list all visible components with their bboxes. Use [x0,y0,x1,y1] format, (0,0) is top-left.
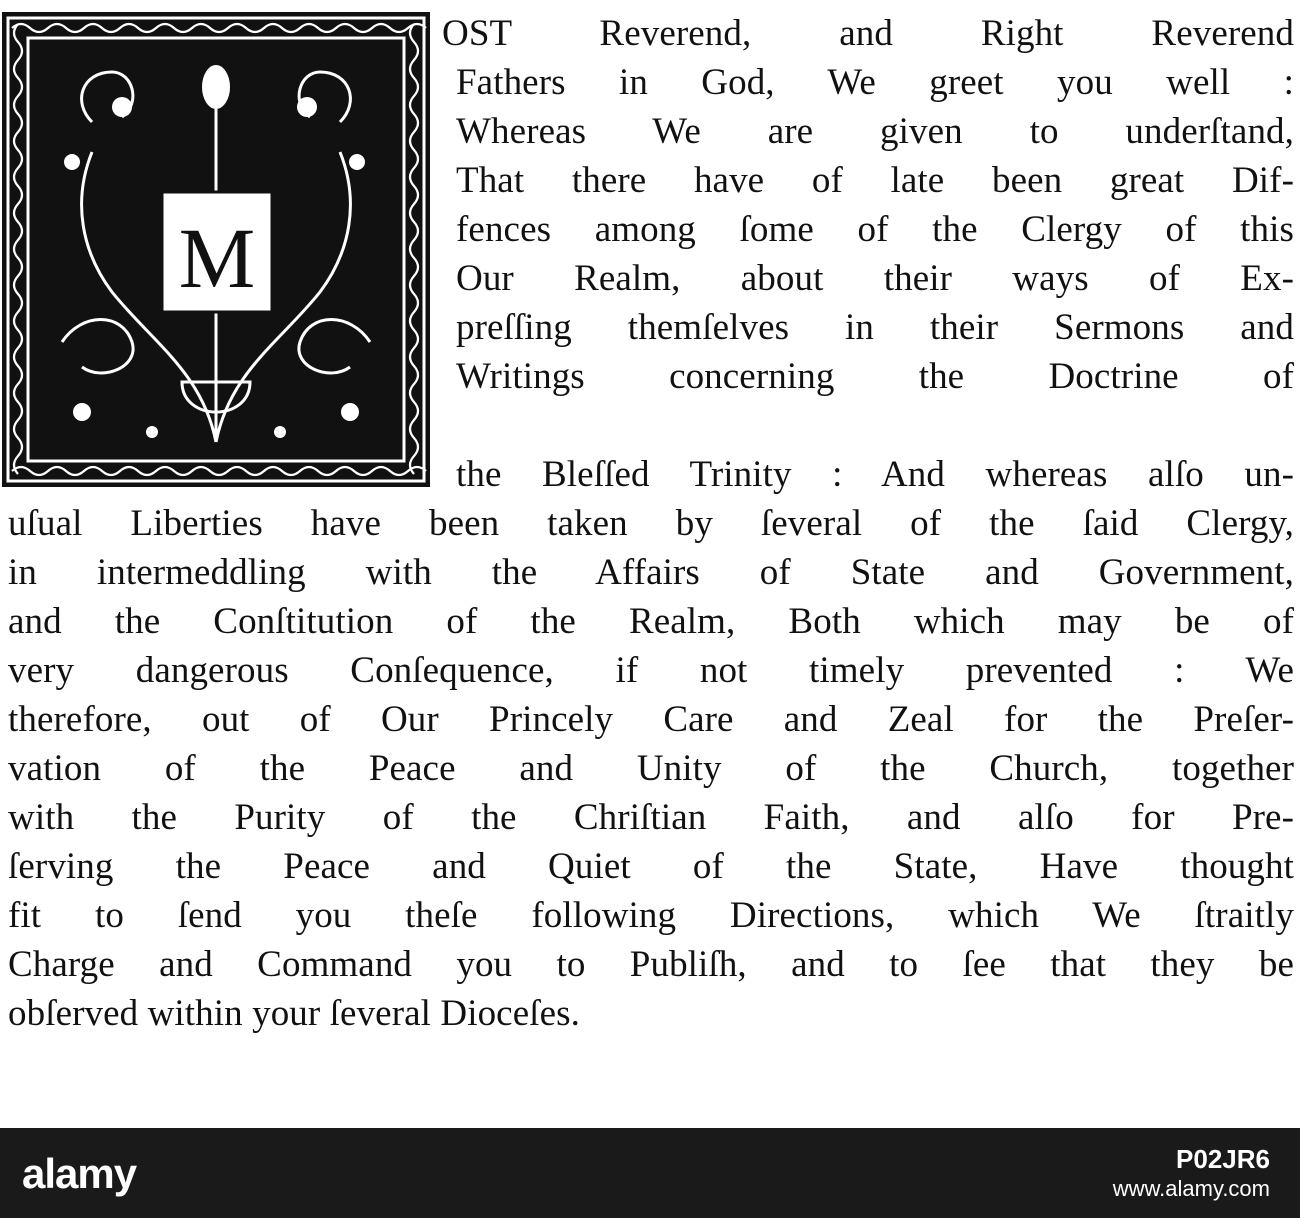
text-line-7: preſſing themſelves in their Sermons and [456,308,1294,348]
text-line-15: vation of the Peace and Unity of the Church, together [8,749,1294,789]
text-line-20: obſerved within your ſeveral Dioceſes. [8,994,580,1034]
text-line-3: Whereas We are given to underſtand, [456,112,1294,152]
brand-logo: alamy [22,1150,137,1197]
text-line-19: Charge and Command you to Publiſh, and to ſee that they be [8,945,1294,985]
text-line-16: with the Purity of the Chriſtian Faith, and alſo for Pre- [8,798,1294,838]
text-line-11: in intermeddling with the Affairs of State and Government, [8,553,1294,593]
ornament-border-icon [2,12,430,487]
text-line-4: That there have of late been great Dif- [456,161,1294,201]
text-line-14: therefore, out of Our Princely Care and Zeal for the Preſer- [8,700,1294,740]
image-id-badge [1113,1144,1270,1204]
decorated-initial [2,12,430,487]
text-line-12: and the Conſtitution of the Realm, Both which may be of [8,602,1294,642]
watermark-footer [0,1128,1300,1218]
text-line-5: fences among ſome of the Clergy of this [456,210,1294,250]
image-id: P02JR6 [1176,1144,1270,1174]
text-line-18: fit to ſend you theſe following Directions, which We ſtraitly [8,896,1294,936]
text-line-13: very dangerous Conſequence, if not timely prevented : We [8,651,1294,691]
initial-letter: M [178,210,256,306]
brand-url: www.alamy.com [1112,1176,1270,1201]
text-line-10: uſual Liberties have been taken by ſeveral of the ſaid Clergy, [8,504,1294,544]
text-line-6: Our Realm, about their ways of Ex- [456,259,1294,299]
text-line-17: ſerving the Peace and Quiet of the State, Have thought [8,847,1294,887]
text-line-1: OST Reverend, and Right Reverend [442,14,1294,54]
text-line-8: Writings concerning the Doctrine of [456,357,1294,397]
text-line-2: Fathers in God, We greet you well : [456,63,1294,103]
text-line-9: the Bleſſed Trinity : And whereas alſo un- [456,455,1294,495]
